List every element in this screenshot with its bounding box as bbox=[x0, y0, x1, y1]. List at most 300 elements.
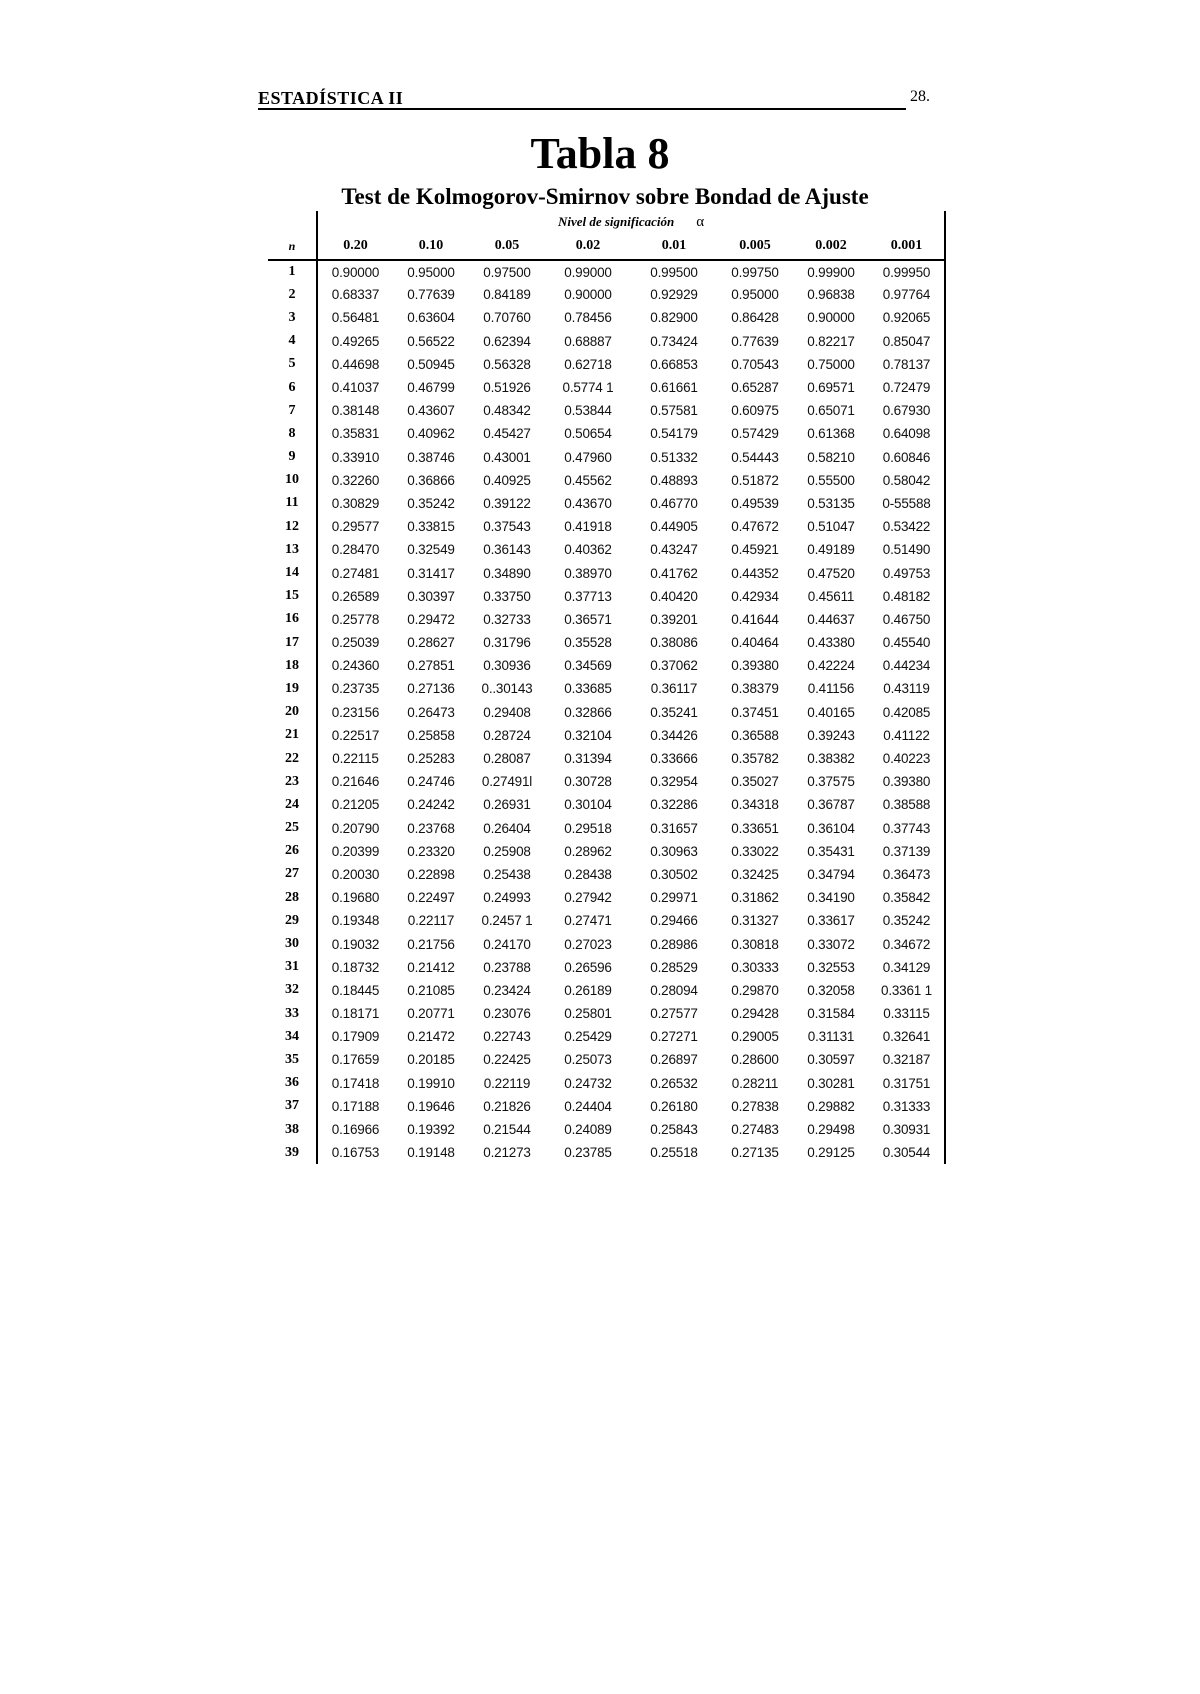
critical-value-cell: 0.36117 bbox=[650, 681, 698, 697]
critical-value-cell: 0.31394 bbox=[564, 751, 612, 767]
critical-value-cell: 0.26589 bbox=[317, 585, 393, 608]
critical-value-cell: 0.30931 bbox=[869, 1118, 945, 1141]
significance-label: Nivel de significación bbox=[557, 213, 675, 229]
critical-value-cell: 0.38148 bbox=[317, 399, 393, 422]
critical-value-cell: 0.49265 bbox=[317, 330, 393, 353]
critical-value-cell: 0.41156 bbox=[807, 681, 855, 697]
critical-value-cell: 0.57581 bbox=[650, 403, 698, 419]
critical-value-cell: 0.22517 bbox=[317, 724, 393, 747]
critical-value-cell: 0.26931 bbox=[483, 797, 531, 813]
critical-value-cell: 0.48182 bbox=[869, 585, 945, 608]
critical-value-cell: 0.44352 bbox=[731, 565, 779, 581]
critical-value-cell: 0.38379 bbox=[731, 681, 779, 697]
critical-value-cell: 0.34190 bbox=[807, 890, 855, 906]
critical-value-cell: 0.33022 bbox=[731, 843, 779, 859]
table-row bbox=[268, 956, 945, 979]
table-row bbox=[268, 701, 945, 724]
critical-value-cell: 0.29882 bbox=[807, 1098, 855, 1114]
critical-value-cell: 0.32553 bbox=[807, 959, 855, 975]
critical-value-cell: 0.40223 bbox=[869, 747, 945, 770]
table-row bbox=[268, 1025, 945, 1048]
critical-value-cell: 0.97764 bbox=[869, 283, 945, 306]
n-cell: 3 bbox=[288, 309, 296, 325]
n-cell: 12 bbox=[285, 518, 299, 534]
n-cell: 4 bbox=[288, 333, 296, 349]
critical-value-cell: 0.31327 bbox=[731, 913, 779, 929]
critical-value-cell: 0.72479 bbox=[869, 376, 945, 399]
critical-value-cell: 0.43670 bbox=[564, 495, 612, 511]
critical-value-cell: 0.38086 bbox=[650, 635, 698, 651]
critical-value-cell: 0.24360 bbox=[317, 654, 393, 677]
critical-value-cell: 0.23785 bbox=[564, 1145, 612, 1161]
critical-value-cell: 0.25843 bbox=[650, 1122, 698, 1138]
critical-value-cell: 0.35831 bbox=[317, 422, 393, 445]
critical-value-cell: 0.66853 bbox=[650, 356, 698, 372]
n-cell: 29 bbox=[285, 912, 299, 928]
critical-value-cell: 0.51872 bbox=[731, 472, 779, 488]
critical-value-cell: 0.17418 bbox=[317, 1072, 393, 1095]
critical-value-cell: 0.41918 bbox=[564, 519, 612, 535]
critical-value-cell: 0.61661 bbox=[650, 380, 698, 396]
critical-value-cell: 0.43247 bbox=[650, 542, 698, 558]
critical-value-cell: 0.29428 bbox=[731, 1006, 779, 1022]
critical-value-cell: 0.67930 bbox=[869, 399, 945, 422]
critical-value-cell: 0.37713 bbox=[564, 588, 612, 604]
n-cell: 24 bbox=[285, 796, 299, 812]
critical-value-cell: 0.90000 bbox=[807, 310, 855, 326]
table-row bbox=[268, 747, 945, 770]
critical-value-cell: 0.32260 bbox=[317, 469, 393, 492]
critical-value-cell: 0.75000 bbox=[807, 356, 855, 372]
page-number: 28. bbox=[910, 88, 930, 105]
critical-value-cell: 0.21472 bbox=[407, 1029, 455, 1045]
critical-value-cell: 0.97500 bbox=[483, 264, 531, 280]
critical-value-cell: 0.26473 bbox=[407, 704, 455, 720]
critical-value-cell: 0.25073 bbox=[564, 1052, 612, 1068]
critical-value-cell: 0.45562 bbox=[564, 472, 612, 488]
n-cell: 37 bbox=[285, 1098, 299, 1114]
n-cell: 35 bbox=[285, 1051, 299, 1067]
page-title: Tabla 8 bbox=[530, 129, 670, 178]
critical-value-cell: 0.51047 bbox=[807, 519, 855, 535]
critical-value-cell: 0.28087 bbox=[483, 751, 531, 767]
critical-value-cell: 0.39201 bbox=[650, 611, 698, 627]
critical-value-cell: 0.25778 bbox=[317, 608, 393, 631]
critical-value-cell: 0.21273 bbox=[483, 1145, 531, 1161]
table-row bbox=[268, 538, 945, 561]
critical-value-cell: 0.37451 bbox=[731, 704, 779, 720]
alpha-column-header: 0.002 bbox=[793, 233, 869, 260]
alpha-symbol: α bbox=[696, 213, 705, 230]
critical-value-cell: 0.19348 bbox=[317, 909, 393, 932]
n-cell: 38 bbox=[285, 1121, 299, 1137]
table-row bbox=[268, 492, 945, 515]
n-cell: 8 bbox=[288, 425, 296, 441]
critical-value-cell: 0.92929 bbox=[650, 287, 698, 303]
header-rule bbox=[258, 108, 906, 110]
critical-value-cell: 0.51332 bbox=[650, 449, 698, 465]
table-row bbox=[268, 840, 945, 863]
critical-value-cell: 0.31796 bbox=[483, 635, 531, 651]
table-row bbox=[268, 469, 945, 492]
critical-value-cell: 0.31751 bbox=[869, 1072, 945, 1095]
critical-value-cell: 0.24993 bbox=[483, 890, 531, 906]
critical-value-cell: 0.55500 bbox=[807, 472, 855, 488]
critical-value-cell: 0.62718 bbox=[564, 356, 612, 372]
critical-value-cell: 0.29577 bbox=[317, 515, 393, 538]
critical-value-cell: 0.19680 bbox=[317, 886, 393, 909]
alpha-column-header: 0.05 bbox=[469, 233, 545, 260]
critical-value-cell: 0.90000 bbox=[317, 260, 393, 283]
critical-value-cell: 0.44637 bbox=[807, 611, 855, 627]
critical-value-cell: 0.35242 bbox=[869, 909, 945, 932]
critical-value-cell: 0.45540 bbox=[869, 631, 945, 654]
critical-value-cell: 0.73424 bbox=[650, 333, 698, 349]
critical-value-cell: 0.25858 bbox=[407, 727, 455, 743]
critical-value-cell: 0.39122 bbox=[483, 495, 531, 511]
critical-value-cell: 0.49753 bbox=[869, 561, 945, 584]
critical-value-cell: 0.31657 bbox=[650, 820, 698, 836]
critical-value-cell: 0.38588 bbox=[869, 793, 945, 816]
alpha-column-header: 0.20 bbox=[317, 233, 393, 260]
critical-value-cell: 0.37575 bbox=[807, 774, 855, 790]
critical-value-cell: 0.99900 bbox=[807, 264, 855, 280]
critical-value-cell: 0.35241 bbox=[650, 704, 698, 720]
running-header-title: ESTADÍSTICA II bbox=[258, 88, 404, 108]
critical-value-cell: 0.34890 bbox=[483, 565, 531, 581]
n-cell: 10 bbox=[285, 472, 299, 488]
n-cell: 17 bbox=[285, 634, 299, 650]
critical-value-cell: 0.45611 bbox=[807, 588, 855, 604]
critical-value-cell: 0.47672 bbox=[731, 519, 779, 535]
critical-value-cell: 0.33666 bbox=[650, 751, 698, 767]
critical-value-cell: 0.19392 bbox=[407, 1122, 455, 1138]
critical-value-cell: 0.41762 bbox=[650, 565, 698, 581]
critical-value-cell: 0.26596 bbox=[564, 959, 612, 975]
critical-value-cell: 0.61368 bbox=[807, 426, 855, 442]
critical-value-cell: 0.45427 bbox=[483, 426, 531, 442]
critical-value-cell: 0.28627 bbox=[407, 635, 455, 651]
n-cell: 20 bbox=[285, 704, 299, 720]
critical-value-cell: 0.69571 bbox=[807, 380, 855, 396]
page-subtitle: Test de Kolmogorov-Smirnov sobre Bondad de Ajuste bbox=[341, 184, 869, 209]
n-cell: 33 bbox=[285, 1005, 299, 1021]
critical-value-cell: 0.24242 bbox=[407, 797, 455, 813]
critical-value-cell: 0.24404 bbox=[564, 1098, 612, 1114]
critical-value-cell: 0.27483 bbox=[731, 1122, 779, 1138]
critical-value-cell: 0.32954 bbox=[650, 774, 698, 790]
n-cell: 28 bbox=[285, 889, 299, 905]
critical-value-cell: 0.68887 bbox=[564, 333, 612, 349]
critical-value-cell: 0.28211 bbox=[731, 1075, 779, 1091]
table-body bbox=[268, 260, 945, 1164]
alpha-column-header: 0.01 bbox=[631, 233, 717, 260]
critical-value-cell: 0.28470 bbox=[317, 538, 393, 561]
critical-value-cell: 0.30597 bbox=[807, 1052, 855, 1068]
critical-value-cell: 0.5774 1 bbox=[562, 380, 614, 396]
critical-value-cell: 0.27481 bbox=[317, 561, 393, 584]
table-row bbox=[268, 306, 945, 329]
critical-value-cell: 0.29408 bbox=[483, 704, 531, 720]
critical-value-cell: 0.21826 bbox=[483, 1098, 531, 1114]
critical-value-cell: 0.56481 bbox=[317, 306, 393, 329]
critical-value-cell: 0.25908 bbox=[483, 843, 531, 859]
critical-value-cell: 0.65071 bbox=[807, 403, 855, 419]
table-row bbox=[268, 399, 945, 422]
critical-value-cell: 0.21544 bbox=[483, 1122, 531, 1138]
table-row bbox=[268, 561, 945, 584]
critical-value-cell: 0.27471 bbox=[564, 913, 612, 929]
critical-value-cell: 0.37543 bbox=[483, 519, 531, 535]
alpha-column-header: 0.005 bbox=[717, 233, 793, 260]
ks-table-container bbox=[268, 211, 946, 1164]
table-row bbox=[268, 1118, 945, 1141]
critical-value-cell: 0.23320 bbox=[407, 843, 455, 859]
critical-value-cell: 0.34569 bbox=[564, 658, 612, 674]
critical-value-cell: 0.26897 bbox=[650, 1052, 698, 1068]
critical-value-cell: 0.23156 bbox=[317, 701, 393, 724]
critical-value-cell: 0.18732 bbox=[317, 956, 393, 979]
critical-value-cell: 0.47960 bbox=[564, 449, 612, 465]
critical-value-cell: 0.44905 bbox=[650, 519, 698, 535]
critical-value-cell: 0.36571 bbox=[564, 611, 612, 627]
critical-value-cell: 0.30936 bbox=[483, 658, 531, 674]
alpha-header-row bbox=[268, 233, 945, 260]
critical-value-cell: 0.43380 bbox=[807, 635, 855, 651]
critical-value-cell: 0.46770 bbox=[650, 495, 698, 511]
critical-value-cell: 0.22497 bbox=[407, 890, 455, 906]
critical-value-cell: 0.39243 bbox=[807, 727, 855, 743]
critical-value-cell: 0.90000 bbox=[564, 287, 612, 303]
critical-value-cell: 0.29005 bbox=[731, 1029, 779, 1045]
critical-value-cell: 0.36787 bbox=[807, 797, 855, 813]
critical-value-cell: 0.43001 bbox=[483, 449, 531, 465]
critical-value-cell: 0.30829 bbox=[317, 492, 393, 515]
corner-cell bbox=[268, 211, 317, 233]
critical-value-cell: 0.28600 bbox=[731, 1052, 779, 1068]
critical-value-cell: 0.22898 bbox=[407, 866, 455, 882]
n-cell: 9 bbox=[288, 449, 296, 465]
n-column-header: n bbox=[268, 233, 317, 260]
critical-value-cell: 0.30818 bbox=[731, 936, 779, 952]
critical-value-cell: 0.40362 bbox=[564, 542, 612, 558]
critical-value-cell: 0.17659 bbox=[317, 1048, 393, 1071]
critical-value-cell: 0.36473 bbox=[869, 863, 945, 886]
critical-value-cell: 0.32425 bbox=[731, 866, 779, 882]
critical-value-cell: 0.68337 bbox=[317, 283, 393, 306]
critical-value-cell: 0.34426 bbox=[650, 727, 698, 743]
critical-value-cell: 0.25283 bbox=[407, 751, 455, 767]
critical-value-cell: 0.24089 bbox=[564, 1122, 612, 1138]
critical-value-cell: 0.20185 bbox=[407, 1052, 455, 1068]
critical-value-cell: 0.28438 bbox=[564, 866, 612, 882]
critical-value-cell: 0.57429 bbox=[731, 426, 779, 442]
critical-value-cell: 0.39380 bbox=[731, 658, 779, 674]
n-cell: 14 bbox=[285, 565, 299, 581]
critical-value-cell: 0.35242 bbox=[407, 495, 455, 511]
critical-value-cell: 0.44234 bbox=[869, 654, 945, 677]
critical-value-cell: 0.51490 bbox=[869, 538, 945, 561]
table-row bbox=[268, 1048, 945, 1071]
critical-value-cell: 0.29125 bbox=[807, 1145, 855, 1161]
critical-value-cell: 0.33651 bbox=[731, 820, 779, 836]
n-cell: 16 bbox=[285, 611, 299, 627]
critical-value-cell: 0.33115 bbox=[869, 1002, 945, 1025]
table-row bbox=[268, 770, 945, 793]
critical-value-cell: 0.23788 bbox=[483, 959, 531, 975]
table-row bbox=[268, 608, 945, 631]
critical-value-cell: 0.35027 bbox=[731, 774, 779, 790]
critical-value-cell: 0.82217 bbox=[807, 333, 855, 349]
critical-value-cell: 0.37062 bbox=[650, 658, 698, 674]
critical-value-cell: 0.58210 bbox=[807, 449, 855, 465]
critical-value-cell: 0.26404 bbox=[483, 820, 531, 836]
critical-value-cell: 0..30143 bbox=[481, 681, 533, 697]
critical-value-cell: 0.27851 bbox=[407, 658, 455, 674]
critical-value-cell: 0.19646 bbox=[407, 1098, 455, 1114]
critical-value-cell: 0.64098 bbox=[869, 422, 945, 445]
critical-value-cell: 0.29518 bbox=[564, 820, 612, 836]
critical-value-cell: 0.77639 bbox=[731, 333, 779, 349]
critical-value-cell: 0.56522 bbox=[407, 333, 455, 349]
critical-value-cell: 0.36588 bbox=[731, 727, 779, 743]
table-row bbox=[268, 932, 945, 955]
critical-value-cell: 0.38382 bbox=[807, 751, 855, 767]
critical-value-cell: 0.42224 bbox=[807, 658, 855, 674]
critical-value-cell: 0.54443 bbox=[731, 449, 779, 465]
critical-value-cell: 0.29971 bbox=[650, 890, 698, 906]
critical-value-cell: 0.27491l bbox=[481, 774, 533, 790]
critical-value-cell: 0.32286 bbox=[650, 797, 698, 813]
critical-value-cell: 0.18445 bbox=[317, 979, 393, 1002]
critical-value-cell: 0.60846 bbox=[869, 446, 945, 469]
table-row bbox=[268, 283, 945, 306]
critical-value-cell: 0.26189 bbox=[564, 982, 612, 998]
critical-value-cell: 0.53844 bbox=[564, 403, 612, 419]
critical-value-cell: 0.27271 bbox=[650, 1029, 698, 1045]
critical-value-cell: 0.30281 bbox=[807, 1075, 855, 1091]
critical-value-cell: 0.23768 bbox=[407, 820, 455, 836]
critical-value-cell: 0.25801 bbox=[564, 1006, 612, 1022]
critical-value-cell: 0.35431 bbox=[807, 843, 855, 859]
critical-value-cell: 0.30728 bbox=[564, 774, 612, 790]
critical-value-cell: 0-55588 bbox=[869, 492, 945, 515]
critical-value-cell: 0.95000 bbox=[731, 287, 779, 303]
critical-value-cell: 0.43607 bbox=[407, 403, 455, 419]
critical-value-cell: 0.34129 bbox=[869, 956, 945, 979]
critical-value-cell: 0.31584 bbox=[807, 1006, 855, 1022]
critical-value-cell: 0.25429 bbox=[564, 1029, 612, 1045]
critical-value-cell: 0.21412 bbox=[407, 959, 455, 975]
critical-value-cell: 0.33910 bbox=[317, 446, 393, 469]
critical-value-cell: 0.23424 bbox=[483, 982, 531, 998]
critical-value-cell: 0.31333 bbox=[869, 1095, 945, 1118]
n-cell: 23 bbox=[285, 773, 299, 789]
n-cell: 11 bbox=[285, 495, 299, 511]
n-cell: 39 bbox=[285, 1144, 299, 1160]
critical-value-cell: 0.35842 bbox=[869, 886, 945, 909]
critical-value-cell: 0.22119 bbox=[483, 1075, 531, 1091]
critical-value-cell: 0.30544 bbox=[869, 1141, 945, 1164]
critical-value-cell: 0.35528 bbox=[564, 635, 612, 651]
n-cell: 7 bbox=[288, 402, 296, 418]
critical-value-cell: 0.32733 bbox=[483, 611, 531, 627]
critical-value-cell: 0.42085 bbox=[869, 701, 945, 724]
critical-value-cell: 0.28986 bbox=[650, 936, 698, 952]
critical-value-cell: 0.22117 bbox=[407, 913, 455, 929]
table-row bbox=[268, 817, 945, 840]
critical-value-cell: 0.29498 bbox=[807, 1122, 855, 1138]
critical-value-cell: 0.92065 bbox=[869, 306, 945, 329]
critical-value-cell: 0.31417 bbox=[407, 565, 455, 581]
critical-value-cell: 0.28962 bbox=[564, 843, 612, 859]
critical-value-cell: 0.36866 bbox=[407, 472, 455, 488]
n-cell: 32 bbox=[285, 982, 299, 998]
critical-value-cell: 0.33750 bbox=[483, 588, 531, 604]
critical-value-cell: 0.46799 bbox=[407, 380, 455, 396]
critical-value-cell: 0.33072 bbox=[807, 936, 855, 952]
critical-value-cell: 0.41037 bbox=[317, 376, 393, 399]
critical-value-cell: 0.40165 bbox=[807, 704, 855, 720]
critical-value-cell: 0.18171 bbox=[317, 1002, 393, 1025]
critical-value-cell: 0.37139 bbox=[869, 840, 945, 863]
critical-value-cell: 0.70543 bbox=[731, 356, 779, 372]
critical-value-cell: 0.38970 bbox=[564, 565, 612, 581]
table-row bbox=[268, 909, 945, 932]
table-row bbox=[268, 422, 945, 445]
critical-value-cell: 0.46750 bbox=[869, 608, 945, 631]
n-cell: 30 bbox=[285, 936, 299, 952]
n-cell: 34 bbox=[285, 1028, 299, 1044]
n-cell: 25 bbox=[285, 820, 299, 836]
critical-value-cell: 0.32866 bbox=[564, 704, 612, 720]
critical-value-cell: 0.31862 bbox=[731, 890, 779, 906]
critical-value-cell: 0.40962 bbox=[407, 426, 455, 442]
critical-value-cell: 0.20399 bbox=[317, 840, 393, 863]
table-row bbox=[268, 585, 945, 608]
table-row bbox=[268, 446, 945, 469]
critical-value-cell: 0.16966 bbox=[317, 1118, 393, 1141]
critical-value-cell: 0.36104 bbox=[807, 820, 855, 836]
critical-value-cell: 0.21085 bbox=[407, 982, 455, 998]
n-cell: 21 bbox=[285, 727, 299, 743]
n-cell: 6 bbox=[288, 379, 296, 395]
table-row bbox=[268, 1141, 945, 1164]
critical-value-cell: 0.84189 bbox=[483, 287, 531, 303]
alpha-column-header: 0.02 bbox=[545, 233, 631, 260]
critical-value-cell: 0.32641 bbox=[869, 1025, 945, 1048]
critical-value-cell: 0.27023 bbox=[564, 936, 612, 952]
critical-value-cell: 0.19910 bbox=[407, 1075, 455, 1091]
critical-value-cell: 0.53422 bbox=[869, 515, 945, 538]
critical-value-cell: 0.28094 bbox=[650, 982, 698, 998]
critical-value-cell: 0.17909 bbox=[317, 1025, 393, 1048]
critical-value-cell: 0.31131 bbox=[807, 1029, 855, 1045]
critical-value-cell: 0.47520 bbox=[807, 565, 855, 581]
table-row bbox=[268, 1072, 945, 1095]
critical-value-cell: 0.22425 bbox=[483, 1052, 531, 1068]
critical-value-cell: 0.20030 bbox=[317, 863, 393, 886]
critical-value-cell: 0.19148 bbox=[407, 1145, 455, 1161]
critical-value-cell: 0.27838 bbox=[731, 1098, 779, 1114]
critical-value-cell: 0.25518 bbox=[650, 1145, 698, 1161]
table-row bbox=[268, 631, 945, 654]
table-row bbox=[268, 677, 945, 700]
n-cell: 15 bbox=[285, 588, 299, 604]
critical-value-cell: 0.50945 bbox=[407, 356, 455, 372]
critical-value-cell: 0.41644 bbox=[731, 611, 779, 627]
critical-value-cell: 0.56328 bbox=[483, 356, 531, 372]
